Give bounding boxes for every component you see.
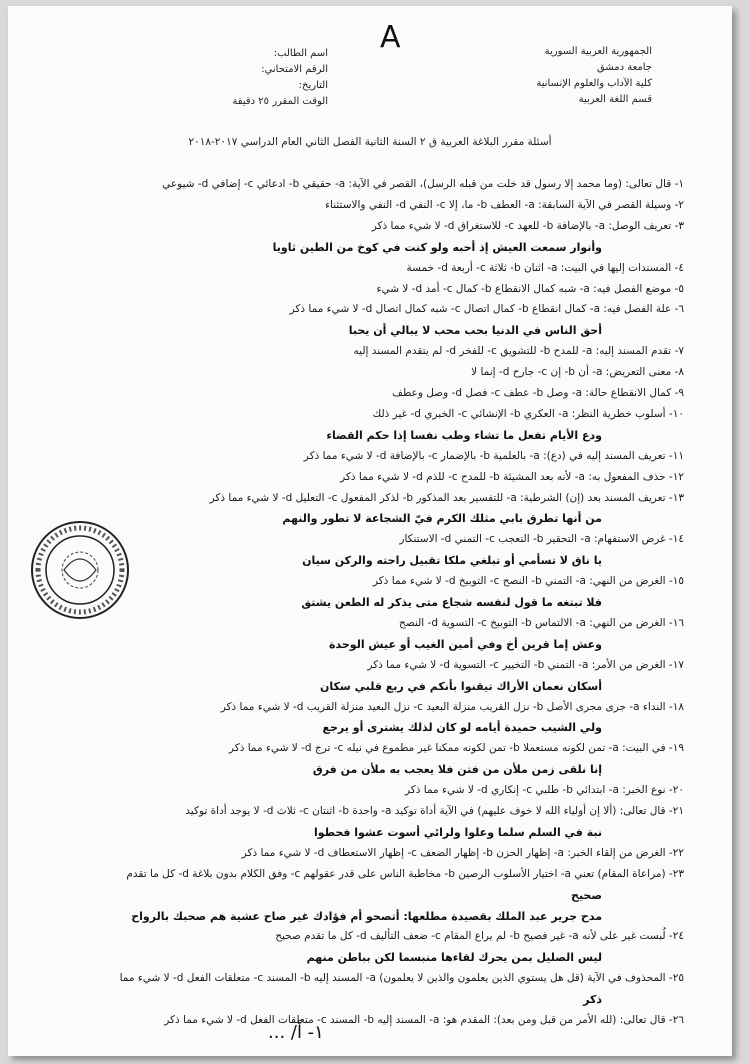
question-item: ٢١- قال تعالى: (ألا إن أولياء الله لا خوف عليهم) في الآية أداة توكيد a- واحدة b- اثنتان c- ثلاث d- لا يوجد أداة توكيد — [185, 805, 684, 817]
student-info-header — [208, 46, 328, 110]
question-item: ١٣- تعريف المسند بعد (إن) الشرطية: a- للتفسير بعد المذكور b- لذكر المفعول c- التعليل d- لا شيء مما ذكر — [209, 492, 684, 504]
question-item: ٢٤- لُبست غير على لأنه a- غير فصيح b- لم يراع المقام c- ضعف التأليف d- كل ما تقدم صحيح — [275, 930, 684, 942]
exam-sheet — [8, 6, 732, 1056]
question-item: ٤- المسندات إليها في البيت: a- اثنان b- ثلاثة c- أربعة d- خمسة — [406, 262, 684, 274]
poetry-line: ودع الأيام تفعل ما تشاء وطب نفسا إذا حكم القضاء — [326, 429, 602, 442]
handwritten-signature: ١- أ/ ... — [268, 1022, 324, 1043]
question-item: ٢٢- الغرض من إلقاء الخبر: a- إظهار الحزن b- إظهار الضعف c- إظهار الاستعطاف d- لا شيء مما ذكر — [241, 847, 684, 859]
poetry-line: فلا تبتغه ما قول لنفسه شجاع متى يذكر له الطعن يشتق — [301, 596, 602, 609]
student-name-label: اسم الطالب: — [273, 48, 328, 59]
header-line: الجمهورية العربية السورية — [544, 46, 652, 57]
exam-number-label: الرقم الامتحاني: — [261, 64, 328, 75]
time-label: الوقت المقرر ٢٥ دقيقة — [232, 96, 328, 107]
university-stamp — [28, 518, 132, 622]
question-item: ٢٣- (مراعاة المقام) تعني a- اختيار الأسلوب الرصين b- مخاطبة الناس على قدر عقولهم c- وفق الكلام بدون بلاغة d- كل ما تقدم — [126, 868, 684, 880]
question-item: ٨- معنى التعريض: a- أن b- إن c- جارح d- إنما لا — [471, 366, 684, 378]
question-item: ١- قال تعالى: (وما محمد إلا رسول قد خلت من قبله الرسل)، القصر في الآية: a- حقيقي b- ادعائي c- إضافي d- شيوعي — [162, 178, 684, 190]
question-item: ١٢- حذف المفعول به: a- لأنه بعد المشيئة b- للمدح c- للذم d- لا شيء مما ذكر — [340, 471, 684, 483]
question-item: ١٥- الغرض من النهي: a- التمني b- النصح c- التوبيخ d- لا شيء مما ذكر — [372, 575, 684, 587]
poetry-line: من أنها تطرق بابي مثلك الكرم فيّ الشجاعة لا تطور والنهم — [282, 512, 602, 525]
question-item: ١٩- في البيت: a- تمن لكونه مستعملا b- تمن لكونه ممكنا غير مطموع في نيله c- ترج d- لا شيء مما ذكر — [228, 742, 684, 754]
poetry-line: نبة في السلم سلما وعلوا ولرائي أسوت عشوا فحطوا — [313, 826, 602, 839]
exam-title: أسئلة مقرر البلاغة العربية ق ٢ السنة الثانية الفصل الثاني العام الدراسي ٢٠١٧-٢٠١٨ — [188, 136, 552, 148]
exam-version-letter: A — [380, 20, 401, 55]
poetry-line: وعش إما قرين أخ وفي أمين الغيب أو عيش الوحدة — [329, 638, 602, 651]
question-item: ٢- وسيلة القصر في الآية السابقة: a- العطف b- ما، إلا c- النفي d- النفي والاستثناء — [325, 199, 684, 211]
poetry-line: وأنوار سمعت العيش إذ أحبه ولو كنت في كوخ من الطين ثاويا — [272, 241, 602, 254]
question-item: ١٤- غرض الاستفهام: a- التحقير b- التعجب c- التمني d- الاستنكار — [399, 533, 684, 545]
question-item: ٧- تقدم المسند إليه: a- للمدح b- للتشويق c- للفخر d- لم يتقدم المسند إليه — [353, 345, 684, 357]
question-item: ٢٥- المحذوف في الآية (قل هل يستوي الذين يعلمون والذين لا يعلمون) a- المسند إليه b- المسند c- متعلقات الفعل d- لا شيء مما — [119, 972, 684, 984]
institution-header — [536, 44, 652, 108]
header-line: قسم اللغة العربية — [578, 94, 652, 105]
poetry-line: ليس الصليل بمن يحرك لقاءها منبسما لكن بباطن منهم — [306, 951, 602, 964]
question-item: ٢٦- قال تعالى: (لله الأمر من قبل ومن بعد): المقدم هو: a- المسند إليه b- المسند c- متعلقات الفعل d- لا شيء مما ذكر — [164, 1014, 684, 1026]
header-line: جامعة دمشق — [596, 62, 652, 73]
poetry-line: مدح جرير عبد الملك بقصيدة مطلعها: أتصحو أم فؤادك غير صاح عشية هم صحبك بالرواح — [131, 910, 602, 923]
poetry-line: يا ناق لا تسأمي أو تبلغي ملكا تقبيل راحته والركن سيان — [302, 554, 602, 567]
header-line: كلية الآداب والعلوم الإنسانية — [536, 78, 652, 89]
question-item: ٥- موضع الفصل فيه: a- شبه كمال الانقطاع b- كمال c- أمد d- لا شيء — [376, 283, 684, 295]
question-item: ١٠- أسلوب خطرية النظر: a- العكري b- الإنشائي c- الخبري d- غير ذلك — [372, 408, 684, 420]
poetry-line: أسكان نعمان الأراك تيقنوا بأنكم في ربع قلبي سكان — [320, 680, 602, 693]
question-item: ٣- تعريف الوصل: a- بالإضافة b- للعهد c- للاستغراق d- لا شيء مما ذكر — [371, 220, 684, 232]
poetry-line: إنا نلقى زمن ملأن من فتن فلا يعجب به ملأن من فرق — [312, 763, 602, 776]
question-item: ٩- كمال الانقطاع حالة: a- وصل b- عطف c- فصل d- وصل وعطف — [392, 387, 684, 399]
poetry-line: أحق الناس في الدنيا بحب محب لا يبالي أن يحبا — [348, 324, 602, 337]
poetry-line: ذكر — [583, 993, 602, 1006]
poetry-line: صحيح — [571, 889, 602, 902]
poetry-line: ولي الشيب حميدة أيامه لو كان لذلك يشترى أو يرجع — [322, 721, 602, 734]
question-item: ١٦- الغرض من النهي: a- الالتماس b- التوبيخ c- التسوية d- النصح — [399, 617, 684, 629]
question-item: ٦- علة الفصل فيه: a- كمال انقطاع b- كمال اتصال c- شبه كمال اتصال d- لا شيء مما ذكر — [289, 303, 684, 315]
question-item: ١٧- الغرض من الأمر: a- التمني b- التخيير c- التسوية d- لا شيء مما ذكر — [367, 659, 684, 671]
question-item: ٢٠- نوع الخبر: a- ابتدائي b- طلبي c- إنكاري d- لا شيء مما ذكر — [404, 784, 684, 796]
date-label: التاريخ: — [298, 80, 328, 91]
question-item: ١٨- النداء a- جرى مجرى الأصل b- نزل القريب منزلة البعيد c- نزل البعيد منزلة القريب d- لا شيء مما ذكر — [220, 701, 684, 713]
question-item: ١١- تعريف المسند إليه في (دع): a- بالعلمية b- بالإضمار c- بالإضافة d- لا شيء مما ذكر — [303, 450, 684, 462]
